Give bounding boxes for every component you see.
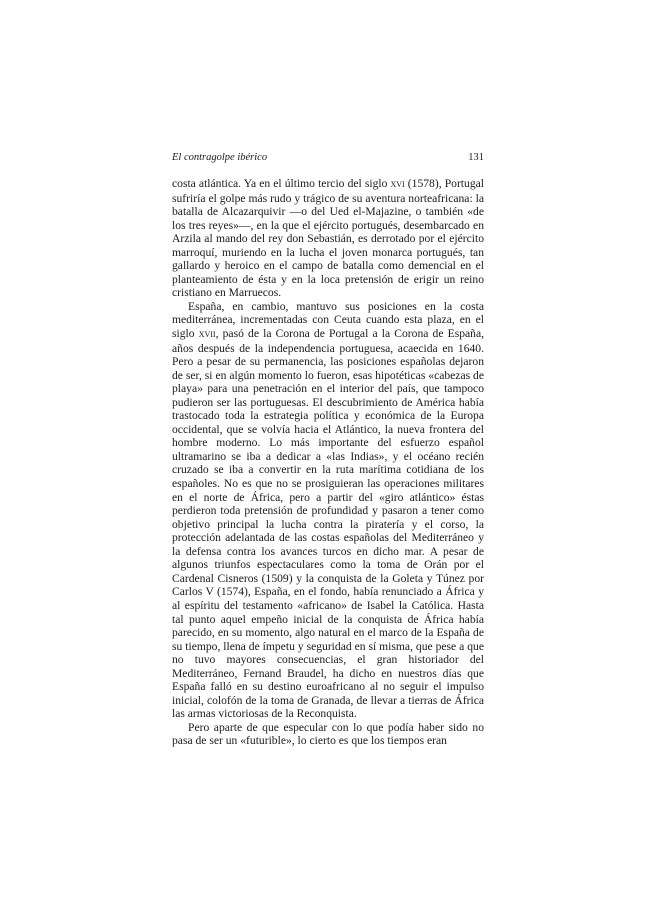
- text-segment: (1578), Portugal sufriría el golpe más rudo y trágico de su aventura norteafricana: la batalla de Alcazarquivir —o del Ued el-Majazine, o también «de los tres reyes»—, en la que el ejército portugués, desembarcado en Arzila al mando del rey don Sebastián, es derrotado por el ejército marroquí, muriendo en la lucha el joven monarca portugués, tan gallardo y heroico en el campo de batalla como demencial en el planteamiento de ésta y en la loca pretensión de erigir un reino cristiano en Marruecos.: [172, 177, 484, 300]
- text-segment: costa atlántica. Ya en el último tercio del siglo: [172, 177, 391, 190]
- running-head: [172, 150, 484, 166]
- body-text: [172, 177, 484, 748]
- paragraph-2: [172, 300, 484, 721]
- roman-century: xvi: [390, 178, 405, 190]
- text-segment: Pero aparte de que especular con lo que podía haber sido no pasa de ser un «futurible», lo cierto es que los tiempos eran: [172, 720, 484, 748]
- running-title: El contragolpe ibérico: [172, 152, 268, 163]
- roman-century: xvii: [198, 328, 216, 341]
- paragraph-1: [172, 177, 484, 300]
- text-segment: , pasó de la Corona de Portugal a la Corona de España, años después de la independencia portuguesa, acaecida en 1640. Pero a pesar de su permanencia, las posiciones españolas dejaron de ser, si en algún momento lo fueron, esas hipotéticas «cabezas de playa» para una penetración en el interior del país, que tampoco pudieron ser las portuguesas. El descubrimiento de América había trastocado toda la estrategia política y económica de la Europa occidental, que se volvía hacia el Atlántico, la nueva frontera del hombre moderno. Lo más importante del esfuerzo español ultramarino se iba a dedicar a «las Indias», y el océano recién cruzado se iba a convertir en la ruta marítima cotidiana de los españoles. No es que no se prosiguieran las operaciones militares en el norte de África, pero a partir del «giro atlántico» éstas perdieron toda pretensión de profundidad y pasaron a tener como objetivo principal la lucha contra la piratería y el corso, la protección adelantada de las costas españolas del Mediterráneo y la defensa contra los avances turcos en dicho mar. A pesar de algunos triunfos espectaculares como la toma de Orán por el Cardenal Cisneros (1509) y la conquista de la Goleta y Túnez por Carlos V (1574), España, en el fondo, había renunciado a África y al espíritu del testamento «africano» de Isabel la Católica. Hasta tal punto aquel empeño inicial de la conquista de África había parecido, en su momento, algo natural en el marco de la España de su tiempo, llena de ímpetu y seguridad en sí misma, que pese a que no tuvo mayores consecuencias, el gran historiador del Mediterráneo, Fernand Braudel, ha dicho en nuestros días que España falló en su destino euroafricano al no seguir el impulso inicial, colofón de la toma de Granada, de llevar a tierras de África las armas victoriosas de la Reconquista.: [172, 327, 484, 721]
- page-number: 131: [468, 152, 484, 163]
- text-segment: España, en cambio, mantuvo sus posiciones en la costa mediterránea, incrementadas con Ceuta cuando esta plaza, en el siglo: [172, 299, 484, 341]
- paragraph-3: [172, 721, 484, 748]
